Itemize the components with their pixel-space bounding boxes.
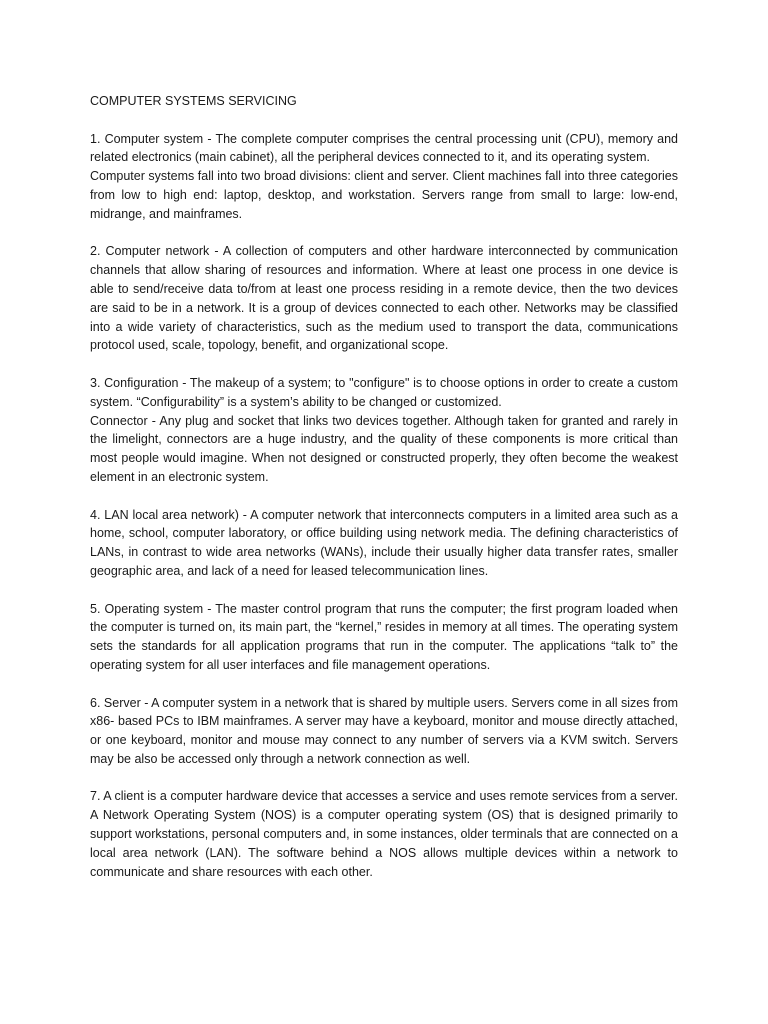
paragraph-computer-system — [90, 130, 678, 224]
paragraph-lan — [90, 506, 678, 581]
paragraph-text: Computer systems fall into two broad divisions: client and server. Client machines fall into three categories from low to high end: laptop, desktop, and workstation. Servers range from small to large: low-end, midrange, and mainframes. — [90, 169, 678, 221]
paragraph-client — [90, 787, 678, 881]
paragraph-server — [90, 694, 678, 769]
paragraph-text: 6. Server - A computer system in a network that is shared by multiple users. Servers come in all sizes from x86- based PCs to IBM mainframes. A server may have a keyboard, monitor and mouse directly attached, or one keyboard, monitor and mouse may connect to any number of servers via a KVM switch. Servers may be also be accessed only through a network connection as well. — [90, 695, 678, 766]
paragraph-text: 1. Computer system - The complete computer comprises the central processing unit (CPU), memory and related electronics (main cabinet), all the peripheral devices connected to it, and its operating system. — [90, 131, 678, 165]
paragraph-text: 2. Computer network - A collection of computers and other hardware interconnected by communication channels that allow sharing of resources and information. Where at least one process in one device is able to send/receive data to/from at least one process residing in a remote device, then the two devices are said to be in a network. It is a group of devices connected to each other. Networks may be classified into a wide variety of characteristics, such as the medium used to transport the data, communications protocol used, scale, topology, benefit, and organizational scope. — [90, 244, 678, 353]
document-title: COMPUTER SYSTEMS SERVICING — [90, 94, 297, 108]
paragraph-computer-network — [90, 242, 678, 355]
paragraph-text: 5. Operating system - The master control program that runs the computer; the first program loaded when the computer is turned on, its main part, the “kernel,” resides in memory at all times. The operating system sets the standards for all application programs that run in the computer. The applications “talk to” the operating system for all user interfaces and file management operations. — [90, 601, 678, 672]
paragraph-text: 4. LAN local area network) - A computer network that interconnects computers in a limited area such as a home, school, computer laboratory, or office building using network media. The defining characteristics of LANs, in contrast to wide area networks (WANs), include their usually higher data transfer rates, smaller geographic area, and lack of a need for leased telecommunication lines. — [90, 507, 678, 578]
paragraph-configuration — [90, 374, 678, 487]
paragraph-operating-system — [90, 600, 678, 675]
paragraph-text: 7. A client is a computer hardware device that accesses a service and uses remote services from a server. A Network Operating System (NOS) is a computer operating system (OS) that is designed primarily to support workstations, personal computers and, in some instances, older terminals that are connected on a local area network (LAN). The software behind a NOS allows multiple devices within a network to communicate and share resources with each other. — [90, 789, 678, 879]
paragraph-text: 3. Configuration - The makeup of a system; to "configure" is to choose options in order to create a custom system. “Configurability” is a system’s ability to be changed or customized. — [90, 375, 678, 409]
document-page — [90, 92, 678, 900]
paragraph-text: Connector - Any plug and socket that links two devices together. Although taken for granted and rarely in the limelight, connectors are a huge industry, and the quality of these components is more critical than most people would imagine. When not designed or constructed properly, they often become the weakest element in an electronic system. — [90, 413, 678, 484]
